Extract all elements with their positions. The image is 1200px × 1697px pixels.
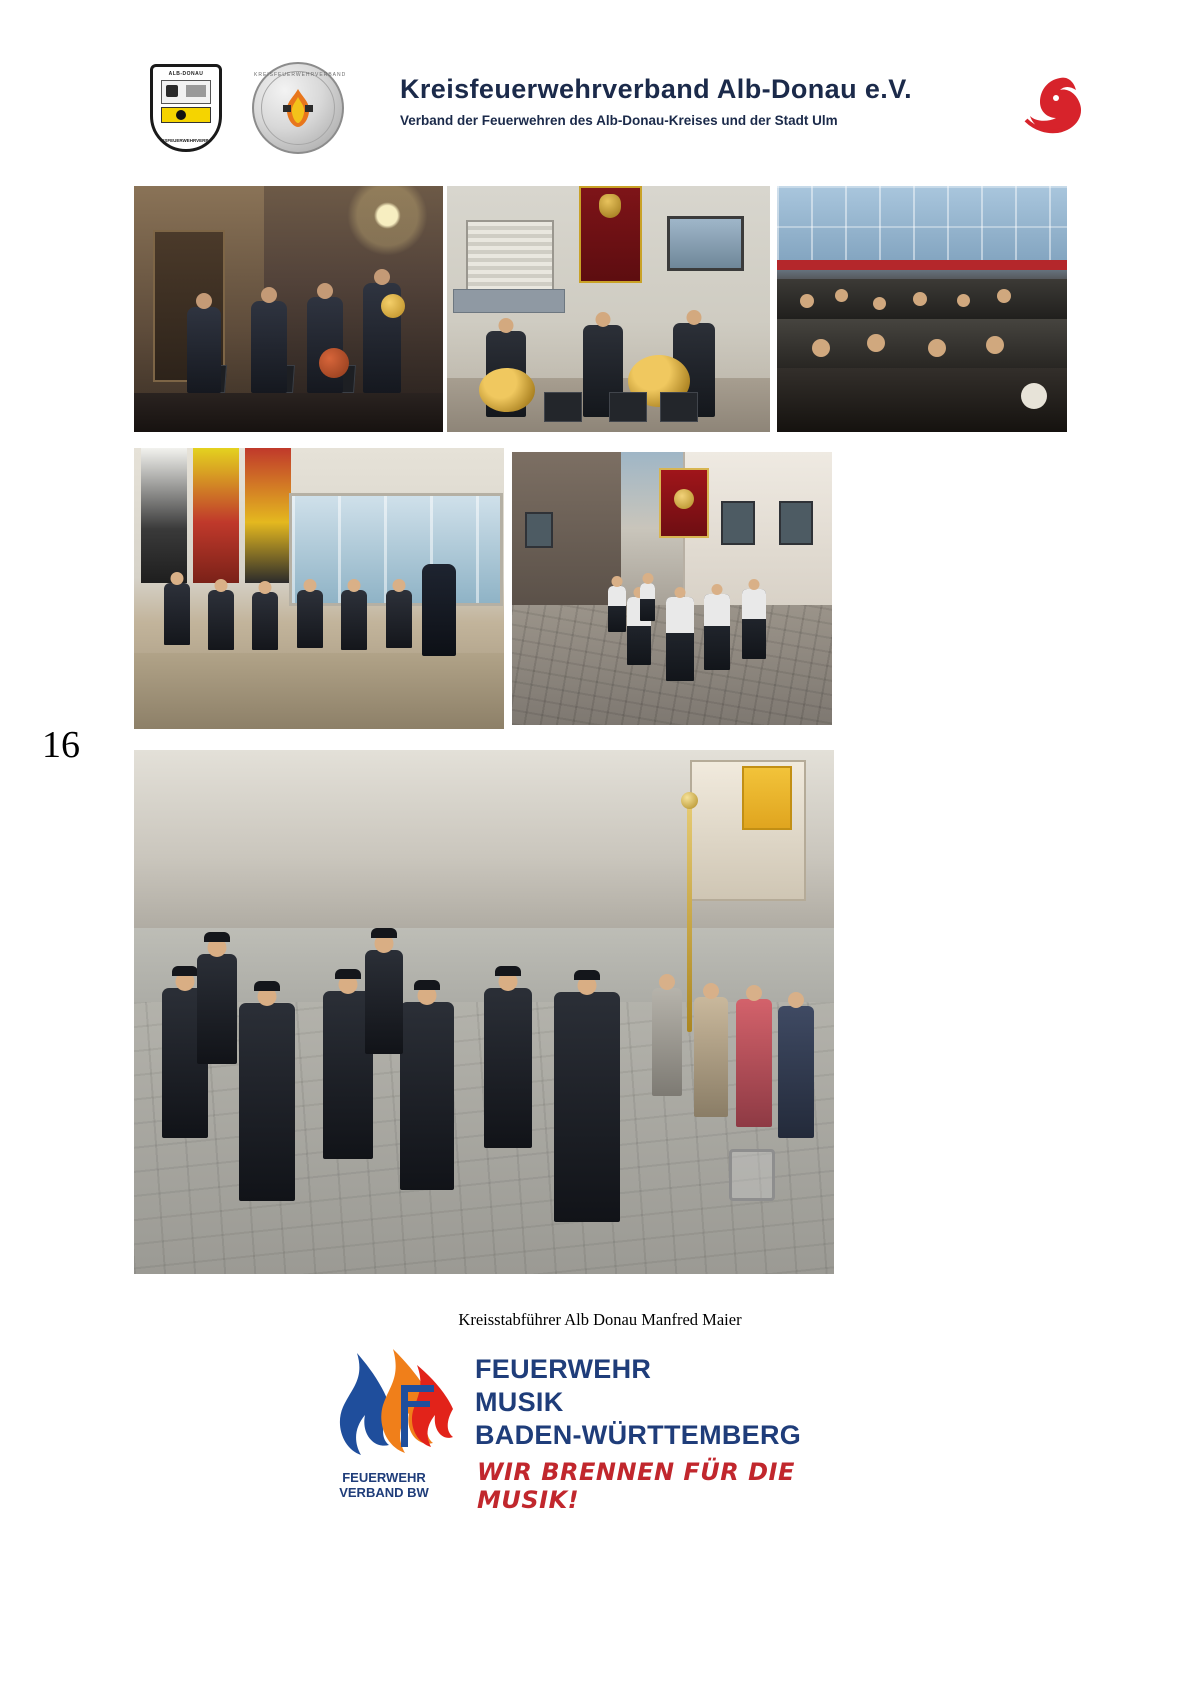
dragon-icon bbox=[1004, 66, 1090, 152]
footer-logo-line1: FEUERWEHR bbox=[475, 1354, 652, 1384]
fire-music-flame-icon bbox=[305, 1345, 463, 1485]
photo-rehearsal-room bbox=[447, 186, 770, 432]
footer-logo-slogan: WIR BRENNEN FÜR DIE MUSIK! bbox=[477, 1458, 795, 1514]
medal-label: KREISFEUERWEHRVERBAND bbox=[254, 72, 347, 78]
page-subtitle: Verband der Feuerwehren des Alb-Donau-Kreises und der Stadt Ulm bbox=[400, 113, 838, 128]
county-crest-top-label: ALB-DONAU bbox=[168, 71, 204, 77]
photo-caption: Kreisstabführer Alb Donau Manfred Maier bbox=[458, 1310, 742, 1329]
medal-icon bbox=[252, 62, 347, 154]
footer-logo bbox=[305, 1345, 905, 1515]
county-crest-band bbox=[161, 107, 211, 123]
photo-band-indoor-hall bbox=[134, 186, 443, 432]
footer-logo-line2: MUSIK bbox=[475, 1386, 564, 1417]
page-title: Kreisfeuerwehrverband Alb-Donau e.V. bbox=[400, 74, 913, 104]
county-crest-icon bbox=[150, 64, 222, 152]
footer-logo-text bbox=[475, 1353, 801, 1452]
footer-mark-line1: FEUERWEHR bbox=[342, 1470, 426, 1485]
header-title-block bbox=[400, 74, 912, 128]
footer-logo-line3: BADEN-WÜRTTEMBERG bbox=[475, 1419, 802, 1450]
page-number: 16 bbox=[42, 724, 80, 766]
medal-flame-icon bbox=[281, 88, 315, 128]
footer-logo-mark-caption bbox=[305, 1471, 463, 1501]
photo-orchestra-with-flags bbox=[134, 448, 504, 729]
photo-main-parade bbox=[134, 750, 834, 1274]
photo-audience-hall bbox=[777, 186, 1067, 432]
page-header bbox=[150, 62, 1090, 162]
footer-mark-line2: VERBAND BW bbox=[339, 1484, 429, 1500]
county-crest-bottom-label: KREISFEUERWEHRVERBAND bbox=[153, 138, 219, 143]
county-crest-field bbox=[161, 80, 211, 104]
photo-street-parade bbox=[512, 452, 832, 725]
header-logo-group bbox=[150, 62, 347, 154]
